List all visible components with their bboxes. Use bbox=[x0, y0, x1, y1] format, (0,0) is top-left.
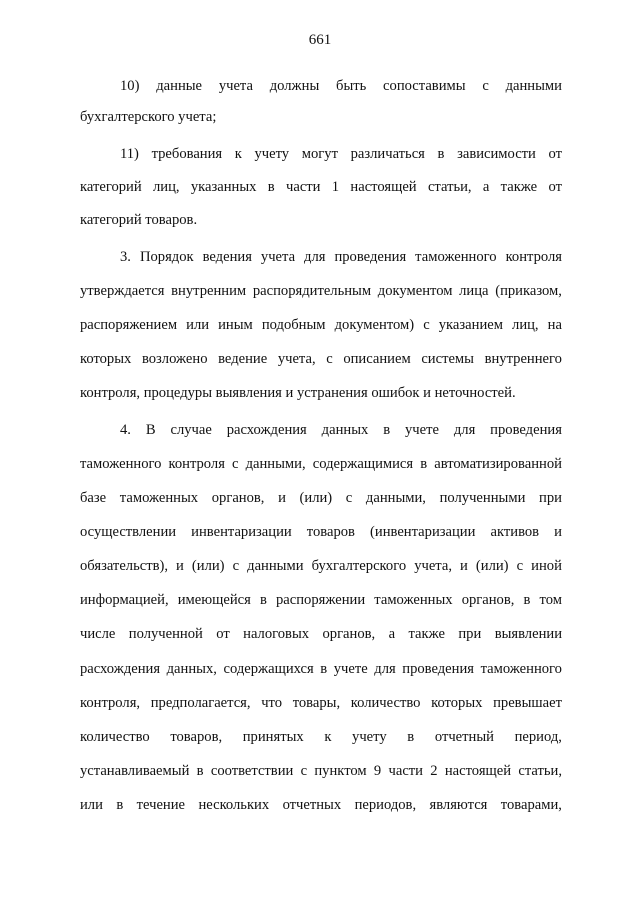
text-line: 10) данные учета должны быть сопоставимы с данными bbox=[120, 78, 562, 94]
text-line: таможенного контроля с данными, содержащимися в автоматизированной bbox=[80, 456, 562, 472]
text-line: устанавливаемый в соответствии с пунктом 9 части 2 настоящей статьи, bbox=[80, 763, 562, 779]
text-line: категорий товаров. bbox=[80, 212, 198, 228]
text-line: расхождения данных, содержащихся в учете для проведения таможенного bbox=[80, 661, 562, 677]
text-line: осуществлении инвентаризации товаров (инвентаризации активов и bbox=[80, 524, 562, 540]
text-line: информацией, имеющейся в распоряжении таможенных органов, в том bbox=[80, 592, 562, 608]
text-line: или в течение нескольких отчетных периодов, являются товарами, bbox=[80, 797, 562, 813]
text-line: контроля, процедуры выявления и устранения ошибок и неточностей. bbox=[80, 385, 516, 401]
text-line: 11) требования к учету могут различаться в зависимости от bbox=[120, 146, 562, 162]
text-line: которых возложено ведение учета, с описанием системы внутреннего bbox=[80, 351, 562, 367]
text-line: распоряжением или иным подобным документом) с указанием лиц, на bbox=[80, 317, 562, 333]
text-line: контроля, предполагается, что товары, количество которых превышает bbox=[80, 695, 562, 711]
text-line: обязательств), и (или) с данными бухгалтерского учета, и (или) с иной bbox=[80, 558, 562, 574]
text-line: утверждается внутренним распорядительным документом лица (приказом, bbox=[80, 283, 562, 299]
text-line: категорий лиц, указанных в части 1 настоящей статьи, а также от bbox=[80, 179, 562, 195]
page-number: 661 bbox=[308, 32, 332, 48]
text-line: числе полученной от налоговых органов, а также при выявлении bbox=[80, 626, 562, 642]
text-line: 4. В случае расхождения данных в учете для проведения bbox=[120, 422, 562, 438]
text-line: бухгалтерского учета; bbox=[80, 109, 217, 125]
text-line: 3. Порядок ведения учета для проведения таможенного контроля bbox=[120, 249, 562, 265]
text-line: базе таможенных органов, и (или) с данными, полученными при bbox=[80, 490, 562, 506]
text-line: количество товаров, принятых к учету в отчетный период, bbox=[80, 729, 562, 745]
